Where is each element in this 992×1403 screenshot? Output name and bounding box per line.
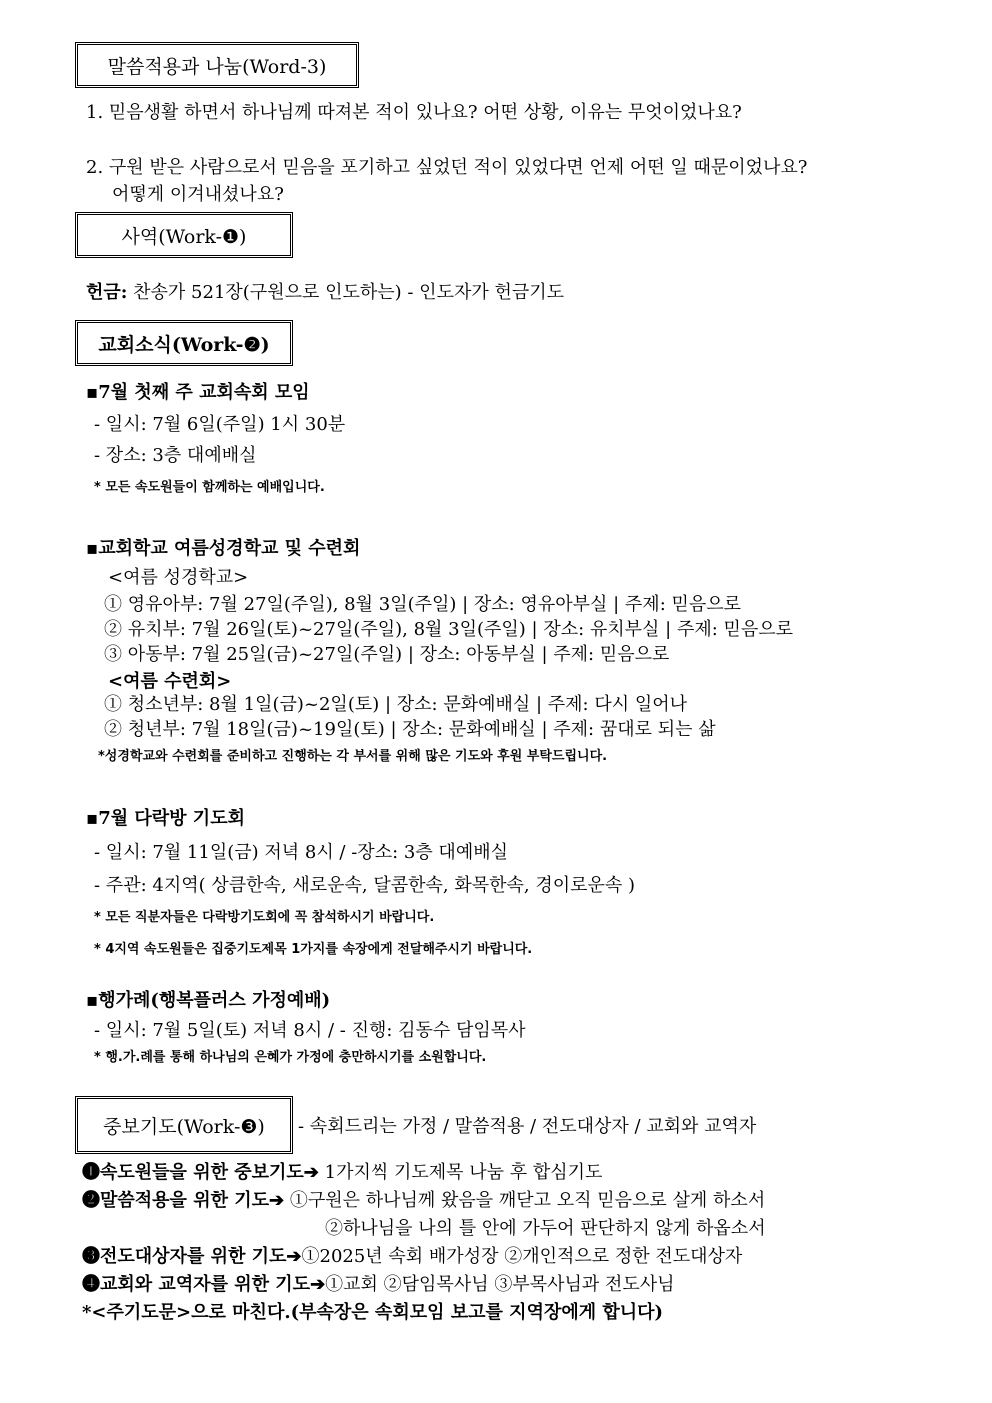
prayer-3-text: ①2025년 속회 배가성장 ②개인적으로 정한 전도대상자 [301, 1246, 743, 1267]
list-item: ① 영유아부: 7월 27일(주일), 8월 3일(주일) | 장소: 영유아부실 | 주제: 믿음으로 [104, 594, 742, 615]
question-2-line-1: 2. 구원 받은 사람으로서 믿음을 포기하고 싶었던 적이 있었다면 언제 어떤 일 때문이었나요? [86, 157, 808, 178]
list-item: ① 청소년부: 8월 1일(금)~2일(토) | 장소: 문화예배실 | 주제: 다시 일어나 [104, 694, 687, 715]
news-1-date: - 일시: 7월 6일(주일) 1시 30분 [94, 414, 346, 435]
work1-section-title-box [75, 212, 293, 258]
news-2-subtitle-bible-school: <여름 성경학교> [108, 567, 249, 588]
work3-subtitle: - 속회드리는 가정 / 말씀적용 / 전도대상자 / 교회와 교역자 [298, 1116, 757, 1137]
work3-section-title-box [75, 1096, 293, 1154]
offering-line [86, 278, 564, 304]
list-item: ② 청년부: 7월 18일(금)~19일(토) | 장소: 문화예배실 | 주제: 꿈대로 되는 삶 [104, 719, 716, 740]
work3-section-title: 중보기도(Work-❸) [103, 1115, 265, 1138]
news-3-host: - 주관: 4지역( 상큼한속, 새로운속, 달콤한속, 화목한속, 경이로운속 ) [94, 875, 636, 896]
news-3-note-2: * 4지역 속도원들은 집중기도제목 1가지를 속장에게 전달해주시기 바랍니다. [94, 942, 533, 957]
work2-section-title: 교회소식(Work-❷) [98, 333, 270, 356]
question-2-line-2: 어떻게 이겨내셨나요? [112, 184, 284, 205]
prayer-4-text: ①교회 ②담임목사님 ③부목사님과 전도사님 [325, 1274, 675, 1295]
prayer-1-text: 1가지씩 기도제목 나눔 후 합심기도 [324, 1162, 603, 1183]
news-4-date: - 일시: 7월 5일(토) 저녁 8시 / - 진행: 김동수 담임목사 [94, 1020, 526, 1041]
work1-section-title: 사역(Work-❶) [121, 225, 247, 248]
prayer-1-label: ❶속도원들을 위한 중보기도➔ [82, 1162, 319, 1183]
news-2-note: *성경학교와 수련회를 준비하고 진행하는 각 부서를 위해 많은 기도와 후원 부탁드립니다. [98, 749, 608, 764]
prayer-2-text-2: ②하나님을 나의 틀 안에 가두어 판단하지 않게 하옵소서 [325, 1218, 766, 1239]
closing-line: *<주기도문>으로 마친다.(부속장은 속회모임 보고를 지역장에게 합니다) [82, 1302, 664, 1323]
offering-text: 찬송가 521장(구원으로 인도하는) - 인도자가 헌금기도 [133, 282, 565, 303]
news-3-date: - 일시: 7월 11일(금) 저녁 8시 / -장소: 3층 대예배실 [94, 842, 508, 863]
work2-section-title-box [75, 320, 293, 366]
prayer-4 [82, 1270, 675, 1296]
offering-label: 헌금: [86, 282, 128, 303]
prayer-2-label: ❷말씀적용을 위한 기도➔ [82, 1190, 285, 1211]
prayer-2-text-1: ①구원은 하나님께 왔음을 깨닫고 오직 믿음으로 살게 하소서 [289, 1190, 766, 1211]
list-item: ② 유치부: 7월 26일(토)~27일(주일), 8월 3일(주일) | 장소: 유치부실 | 주제: 믿음으로 [104, 619, 794, 640]
news-1-place: - 장소: 3층 대예배실 [94, 445, 257, 466]
prayer-1 [82, 1158, 602, 1184]
news-3-note-1: * 모든 직분자들은 다락방기도회에 꼭 참석하시기 바랍니다. [94, 910, 435, 925]
word-section-title: 말씀적용과 나눔(Word-3) [107, 55, 327, 78]
news-4-title: ▪행가례(행복플러스 가정예배) [86, 990, 331, 1011]
prayer-3 [82, 1242, 742, 1268]
list-item: ③ 아동부: 7월 25일(금)~27일(주일) | 장소: 아동부실 | 주제: 믿음으로 [104, 644, 670, 665]
prayer-2 [82, 1186, 765, 1212]
news-1-title: ▪7월 첫째 주 교회속회 모임 [86, 382, 310, 403]
news-2-subtitle-retreat: <여름 수련회> [108, 671, 232, 692]
news-1-note: * 모든 속도원들이 함께하는 예배입니다. [94, 480, 325, 495]
question-1: 1. 믿음생활 하면서 하나님께 따져본 적이 있나요? 어떤 상황, 이유는 무엇이었나요? [86, 102, 742, 123]
bible-school-list [104, 592, 793, 667]
prayer-4-label: ❹교회와 교역자를 위한 기도➔ [82, 1274, 326, 1295]
word-section-title-box [75, 42, 359, 88]
news-2-title: ▪교회학교 여름성경학교 및 수련회 [86, 538, 361, 559]
prayer-3-label: ❸전도대상자를 위한 기도➔ [82, 1246, 302, 1267]
news-3-title: ▪7월 다락방 기도회 [86, 808, 245, 829]
news-4-note: * 행.가.례를 통해 하나님의 은혜가 가정에 충만하시기를 소원합니다. [94, 1050, 487, 1065]
retreat-list [104, 692, 716, 742]
